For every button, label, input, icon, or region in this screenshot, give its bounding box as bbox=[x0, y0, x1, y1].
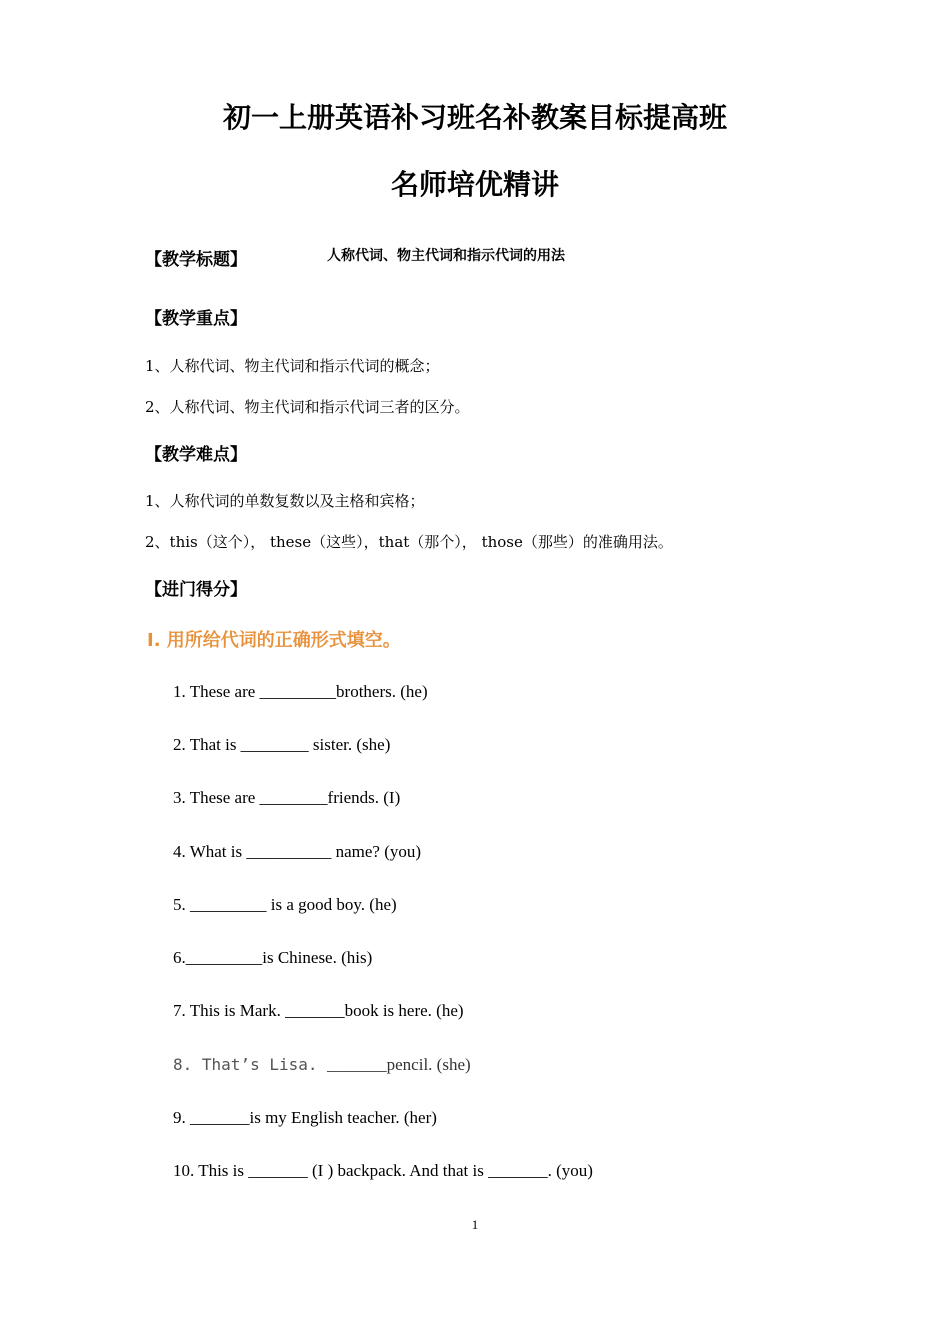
key-point-item: 2、人称代词、物主代词和指示代词三者的区分。 bbox=[145, 398, 470, 416]
topic-label: 【教学标题】 bbox=[145, 250, 247, 270]
entry-score-label: 【进门得分】 bbox=[145, 580, 247, 600]
key-points-label: 【教学重点】 bbox=[145, 309, 247, 329]
exercise-question: 4. What is __________ name? (you) bbox=[173, 842, 422, 861]
key-point-item: 1、人称代词、物主代词和指示代词的概念； bbox=[145, 357, 440, 375]
question-8-end: _______pencil. (she) bbox=[327, 1055, 471, 1074]
question-8-start: 8. That’s Lisa. bbox=[173, 1055, 328, 1074]
exercise-question: 3. These are ________friends. (I) bbox=[173, 788, 401, 807]
difficult-points-label: 【教学难点】 bbox=[145, 445, 247, 465]
topic-value: 人称代词、物主代词和指示代词的用法 bbox=[327, 248, 565, 264]
exercise-heading: Ⅰ. 用所给代词的正确形式填空。 bbox=[147, 630, 401, 651]
exercise-question: 7. This is Mark. _______book is here. (he) bbox=[173, 1001, 464, 1020]
difficult-point-item: 1、人称代词的单数复数以及主格和宾格； bbox=[145, 492, 425, 510]
exercise-question: 2. That is ________ sister. (she) bbox=[173, 735, 391, 754]
exercise-question: 9. _______is my English teacher. (her) bbox=[173, 1108, 437, 1127]
exercise-question: 6._________is Chinese. (his) bbox=[173, 948, 373, 967]
difficult-point-item: 2、this（这个）， these（这些），that（那个）， those（那些）的准确用法。 bbox=[145, 533, 673, 551]
document-title: 初一上册英语补习班名补教案目标提高班 bbox=[222, 101, 727, 134]
document-subtitle: 名师培优精讲 bbox=[390, 168, 559, 201]
exercise-question: 1. These are _________brothers. (he) bbox=[173, 682, 428, 701]
exercise-question: 5. _________ is a good boy. (he) bbox=[173, 895, 397, 914]
exercise-question: 10. This is _______ (I ) backpack. And that is _______. (you) bbox=[173, 1161, 593, 1180]
exercise-question bbox=[173, 1055, 471, 1075]
page-number: 1 bbox=[471, 1217, 479, 1232]
